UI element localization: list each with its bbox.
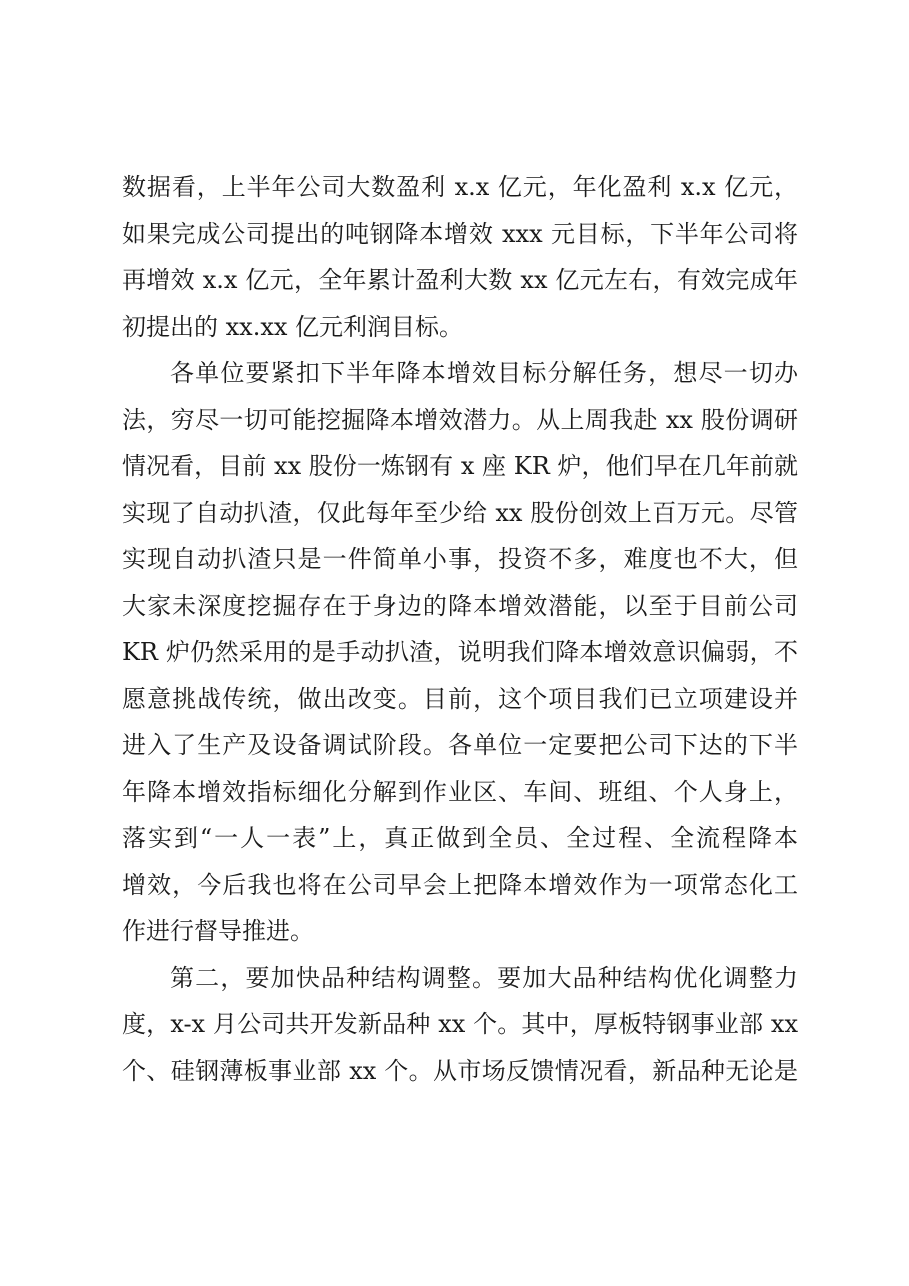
text-line: 作进行督导推进。 [122, 917, 314, 945]
text-line: KR 炉仍然采用的是手动扒渣，说明我们降本增效意识偏弱，不 [122, 638, 798, 666]
text-line: 个、硅钢薄板事业部 xx 个。从市场反馈情况看，新品种无论是 [122, 1056, 798, 1085]
text-line: 实现自动扒渣只是一件简单小事，投资不多，难度也不大，但 [122, 545, 798, 573]
text-line: 情况看，目前 xx 股份一炼钢有 x 座 KR 炉，他们早在几年前就 [122, 452, 798, 480]
text-line: 各单位要紧扣下半年降本增效目标分解任务，想尽一切办 [170, 359, 798, 387]
text-line: 第二，要加快品种结构调整。要加大品种结构优化调整力 [170, 963, 798, 992]
document-body [122, 164, 798, 1094]
paragraph-product-structure [122, 955, 798, 1095]
paragraph-profit-data [122, 164, 798, 350]
paragraph-cost-reduction [122, 350, 798, 955]
text-line: 愿意挑战传统，做出改变。目前，这个项目我们已立项建设并 [122, 684, 798, 713]
text-line: 大家未深度挖掘存在于身边的降本增效潜能，以至于目前公司 [122, 591, 798, 620]
text-line: 实现了自动扒渣，仅此每年至少给 xx 股份创效上百万元。尽管 [122, 498, 798, 527]
text-line: 如果完成公司提出的吨钢降本增效 xxx 元目标，下半年公司将 [122, 219, 798, 248]
text-line: 度，x-x 月公司共开发新品种 xx 个。其中，厚板特钢事业部 xx [122, 1010, 798, 1038]
text-line: 初提出的 xx.xx 亿元利润目标。 [122, 312, 464, 341]
text-line: 进入了生产及设备调试阶段。各单位一定要把公司下达的下半 [122, 731, 798, 759]
text-line: 落实到“一人一表”上，真正做到全员、全过程、全流程降本 [122, 824, 798, 852]
text-line: 法，穷尽一切可能挖掘降本增效潜力。从上周我赴 xx 股份调研 [122, 405, 798, 434]
text-line: 数据看，上半年公司大数盈利 x.x 亿元，年化盈利 x.x 亿元， [122, 173, 798, 201]
text-line: 再增效 x.x 亿元，全年累计盈利大数 xx 亿元左右，有效完成年 [122, 266, 798, 294]
text-line: 增效，今后我也将在公司早会上把降本增效作为一项常态化工 [122, 870, 798, 899]
text-line: 年降本增效指标细化分解到作业区、车间、班组、个人身上， [122, 777, 798, 806]
